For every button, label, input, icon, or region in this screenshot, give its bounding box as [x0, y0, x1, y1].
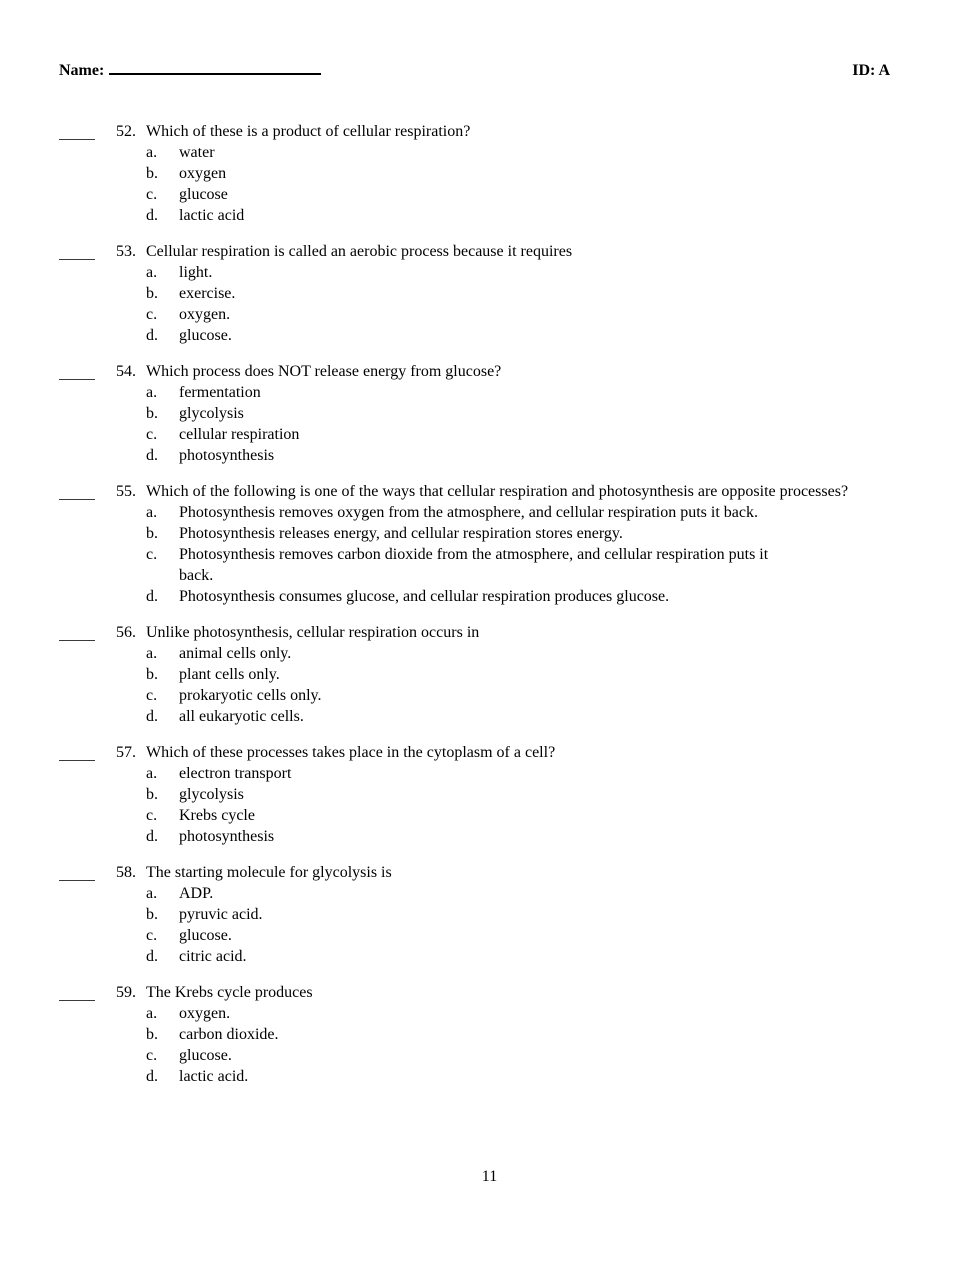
choice-letter: b. [146, 405, 158, 422]
answer-choice [146, 184, 890, 205]
answer-choice [146, 424, 890, 445]
answer-choice [146, 142, 890, 163]
choice-text: water [179, 144, 215, 161]
answer-blank [59, 982, 95, 1001]
question [59, 862, 890, 967]
answer-choice [146, 403, 890, 424]
question [59, 361, 890, 466]
choice-text: all eukaryotic cells. [179, 708, 304, 725]
question-list [59, 121, 890, 1087]
name-blank-line [109, 58, 321, 75]
question-text: Cellular respiration is called an aerobic process because it requires [146, 243, 573, 260]
answer-choice [146, 325, 890, 346]
choice-letter: b. [146, 525, 158, 542]
question-number: 55. [116, 483, 136, 500]
answer-choice [146, 925, 890, 946]
choice-list [146, 262, 890, 346]
answer-choice [146, 1045, 890, 1066]
question [59, 481, 890, 607]
choice-list [146, 142, 890, 226]
answer-choice [146, 946, 890, 967]
question-text: The Krebs cycle produces [146, 984, 313, 1001]
choice-text: Photosynthesis releases energy, and cellular respiration stores energy. [179, 525, 623, 542]
choice-text: fermentation [179, 384, 261, 401]
choice-list [146, 883, 890, 967]
choice-letter: c. [146, 306, 158, 323]
question-body [146, 121, 890, 226]
choice-list [146, 763, 890, 847]
choice-text: oxygen. [179, 306, 231, 323]
choice-text: glucose. [179, 327, 232, 344]
name-row [59, 58, 321, 80]
answer-blank [59, 241, 95, 260]
answer-choice [146, 502, 890, 523]
answer-choice [146, 1024, 890, 1045]
answer-choice [146, 205, 890, 226]
answer-blank [59, 622, 95, 641]
page-header [59, 58, 890, 80]
choice-letter: a. [146, 144, 158, 161]
page-number: 11 [481, 1168, 498, 1185]
question-number: 56. [116, 624, 136, 641]
question-text: Which process does NOT release energy from glucose? [146, 363, 502, 380]
choice-text: Photosynthesis removes carbon dioxide from the atmosphere, and cellular respiration puts it back. [179, 546, 769, 584]
choice-letter: c. [146, 687, 158, 704]
choice-text: glycolysis [179, 405, 244, 422]
choice-text: citric acid. [179, 948, 247, 965]
question [59, 622, 890, 727]
answer-choice [146, 163, 890, 184]
answer-choice [146, 544, 890, 586]
question-number: 53. [116, 243, 136, 260]
answer-choice [146, 784, 890, 805]
choice-list [146, 643, 890, 727]
answer-choice [146, 283, 890, 304]
choice-letter: d. [146, 447, 158, 464]
choice-letter: d. [146, 588, 158, 605]
choice-text: animal cells only. [179, 645, 292, 662]
choice-text: glucose. [179, 927, 232, 944]
question-body [146, 982, 890, 1087]
answer-choice [146, 883, 890, 904]
choice-text: ADP. [179, 885, 214, 902]
choice-text: glycolysis [179, 786, 244, 803]
choice-letter: b. [146, 1026, 158, 1043]
question-number: 52. [116, 123, 136, 140]
choice-text: oxygen [179, 165, 227, 182]
choice-list [146, 502, 890, 607]
question-number: 59. [116, 984, 136, 1001]
question-body [146, 862, 890, 967]
choice-letter: b. [146, 165, 158, 182]
choice-letter: a. [146, 645, 158, 662]
question-text: Which of the following is one of the ways that cellular respiration and photosynthesis are opposite processes? [146, 483, 849, 500]
question-body [146, 241, 890, 346]
choice-letter: a. [146, 765, 158, 782]
choice-letter: d. [146, 207, 158, 224]
choice-letter: c. [146, 546, 158, 563]
choice-text: carbon dioxide. [179, 1026, 279, 1043]
choice-text: lactic acid. [179, 1068, 249, 1085]
question-body [146, 361, 890, 466]
answer-blank [59, 121, 95, 140]
answer-blank [59, 742, 95, 761]
choice-letter: b. [146, 285, 158, 302]
page-footer [0, 1168, 979, 1186]
id-label: ID: A [852, 62, 890, 79]
choice-letter: d. [146, 1068, 158, 1085]
answer-choice [146, 685, 890, 706]
answer-choice [146, 664, 890, 685]
answer-choice [146, 643, 890, 664]
choice-text: oxygen. [179, 1005, 231, 1022]
question-text: Unlike photosynthesis, cellular respiration occurs in [146, 624, 480, 641]
answer-choice [146, 706, 890, 727]
answer-choice [146, 763, 890, 784]
choice-letter: c. [146, 807, 158, 824]
choice-letter: a. [146, 885, 158, 902]
question-text: The starting molecule for glycolysis is [146, 864, 392, 881]
question [59, 241, 890, 346]
question [59, 121, 890, 226]
answer-choice [146, 805, 890, 826]
choice-letter: c. [146, 186, 158, 203]
choice-letter: d. [146, 327, 158, 344]
answer-blank [59, 862, 95, 881]
question-body [146, 622, 890, 727]
choice-letter: a. [146, 384, 158, 401]
choice-letter: b. [146, 906, 158, 923]
choice-text: exercise. [179, 285, 236, 302]
answer-choice [146, 445, 890, 466]
choice-text: photosynthesis [179, 447, 275, 464]
choice-text: pyruvic acid. [179, 906, 263, 923]
choice-text: lactic acid [179, 207, 245, 224]
question-text: Which of these processes takes place in the cytoplasm of a cell? [146, 744, 556, 761]
answer-choice [146, 1003, 890, 1024]
choice-text: glucose. [179, 1047, 232, 1064]
answer-choice [146, 304, 890, 325]
question-body [146, 742, 890, 847]
choice-letter: a. [146, 1005, 158, 1022]
answer-choice [146, 826, 890, 847]
choice-text: plant cells only. [179, 666, 280, 683]
choice-text: light. [179, 264, 213, 281]
choice-text: prokaryotic cells only. [179, 687, 322, 704]
choice-letter: b. [146, 666, 158, 683]
choice-text: glucose [179, 186, 228, 203]
question-number: 58. [116, 864, 136, 881]
choice-list [146, 382, 890, 466]
question-number: 54. [116, 363, 136, 380]
question-text: Which of these is a product of cellular respiration? [146, 123, 471, 140]
choice-list [146, 1003, 890, 1087]
choice-letter: a. [146, 264, 158, 281]
choice-text: Photosynthesis consumes glucose, and cellular respiration produces glucose. [179, 588, 670, 605]
choice-text: photosynthesis [179, 828, 275, 845]
choice-letter: a. [146, 504, 158, 521]
choice-letter: d. [146, 828, 158, 845]
choice-letter: c. [146, 426, 158, 443]
choice-text: Photosynthesis removes oxygen from the atmosphere, and cellular respiration puts it back. [179, 504, 758, 521]
choice-letter: d. [146, 708, 158, 725]
choice-text: cellular respiration [179, 426, 300, 443]
question [59, 742, 890, 847]
answer-choice [146, 1066, 890, 1087]
answer-blank [59, 481, 95, 500]
choice-letter: d. [146, 948, 158, 965]
question [59, 982, 890, 1087]
answer-choice [146, 586, 890, 607]
choice-text: electron transport [179, 765, 292, 782]
choice-letter: c. [146, 1047, 158, 1064]
question-number: 57. [116, 744, 136, 761]
question-body [146, 481, 890, 607]
choice-letter: b. [146, 786, 158, 803]
answer-choice [146, 382, 890, 403]
answer-choice [146, 523, 890, 544]
choice-text: Krebs cycle [179, 807, 255, 824]
choice-letter: c. [146, 927, 158, 944]
answer-blank [59, 361, 95, 380]
name-label: Name: [59, 62, 105, 79]
answer-choice [146, 262, 890, 283]
answer-choice [146, 904, 890, 925]
